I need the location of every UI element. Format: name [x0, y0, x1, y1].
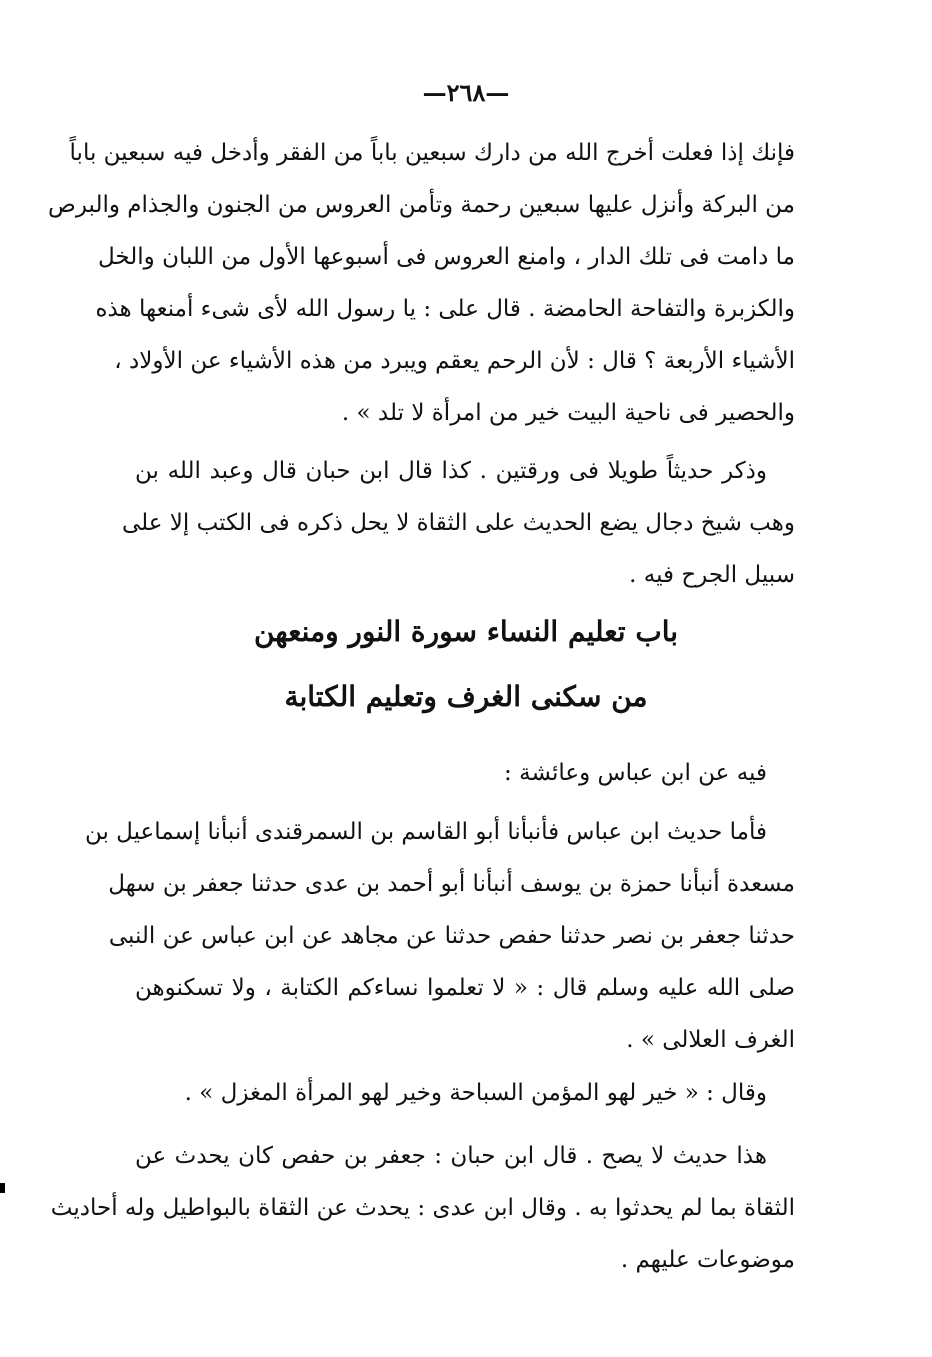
- intro-line-block: [135, 747, 795, 799]
- text-line: فأما حديث ابن عباس فأنبأنا أبو القاسم بن السمرقندى أنبأنا إسماعيل بن: [84, 819, 767, 845]
- text-line: وهب شيخ دجال يضع الحديث على الثقاة لا يحل ذكره فى الكتب إلا على: [121, 510, 795, 536]
- paragraph-4: [135, 1067, 795, 1119]
- text-line: والحصير فى ناحية البيت خير من امرأة لا تلد » .: [341, 400, 795, 426]
- chapter-heading-line-2: من سكنى الغرف وتعليم الكتابة: [284, 680, 648, 713]
- paragraph-5: [50, 1130, 795, 1286]
- text-line: وقال : « خير لهو المؤمن السباحة وخير لهو المرأة المغزل » .: [184, 1080, 767, 1106]
- text-line: الثقاة بما لم يحدثوا به . وقال ابن عدى : يحدث عن الثقاة بالبواطيل وله أحاديث: [50, 1195, 795, 1221]
- text-line: الأشياء الأربعة ؟ قال : لأن الرحم يعقم ويبرد من هذه الأشياء عن الأولاد ،: [114, 348, 795, 374]
- text-line: هذا حديث لا يصح . قال ابن حبان : جعفر بن حفص كان يحدث عن: [135, 1143, 767, 1169]
- page-number: —٢٦٨—: [422, 78, 510, 107]
- text-line: مسعدة أنبأنا حمزة بن يوسف أنبأنا أبو أحمد بن عدى حدثنا جعفر بن سهل: [108, 871, 795, 897]
- text-line: وذكر حديثاً طويلا فى ورقتين . كذا قال ابن حبان قال وعبد الله بن: [135, 458, 767, 484]
- text-line: حدثنا جعفر بن نصر حدثنا حفص حدثنا عن مجاهد عن ابن عباس عن النبى: [108, 923, 795, 949]
- text-line: الغرف العلالى » .: [626, 1027, 795, 1053]
- text-line: ما دامت فى تلك الدار ، وامنع العروس فى أسبوعها الأول من اللبان والخل: [98, 244, 795, 270]
- text-line: موضوعات عليهم .: [620, 1247, 795, 1273]
- scan-edge-mark: [0, 1183, 5, 1193]
- text-line: صلى الله عليه وسلم قال : « لا تعلموا نساءكم الكتابة ، ولا تسكنوهن: [135, 975, 795, 1001]
- paragraph-1: [48, 127, 795, 439]
- text-line: من البركة وأنزل عليها سبعين رحمة وتأمن العروس من الجنون والجذام والبرص: [48, 192, 795, 218]
- text-line: سبيل الجرح فيه .: [629, 562, 795, 588]
- intro-line: فيه عن ابن عباس وعائشة :: [504, 760, 767, 786]
- paragraph-3: [84, 806, 795, 1066]
- text-line: والكزبرة والتفاحة الحامضة . قال على : يا رسول الله لأى شىء أمنعها هذه: [95, 296, 795, 322]
- text-line: فإنك إذا فعلت أخرج الله من دارك سبعين باباً من الفقر وأدخل فيه سبعين باباً: [69, 140, 795, 166]
- chapter-heading-line-1: باب تعليم النساء سورة النور ومنعهن: [253, 615, 679, 648]
- paragraph-2: [121, 445, 795, 601]
